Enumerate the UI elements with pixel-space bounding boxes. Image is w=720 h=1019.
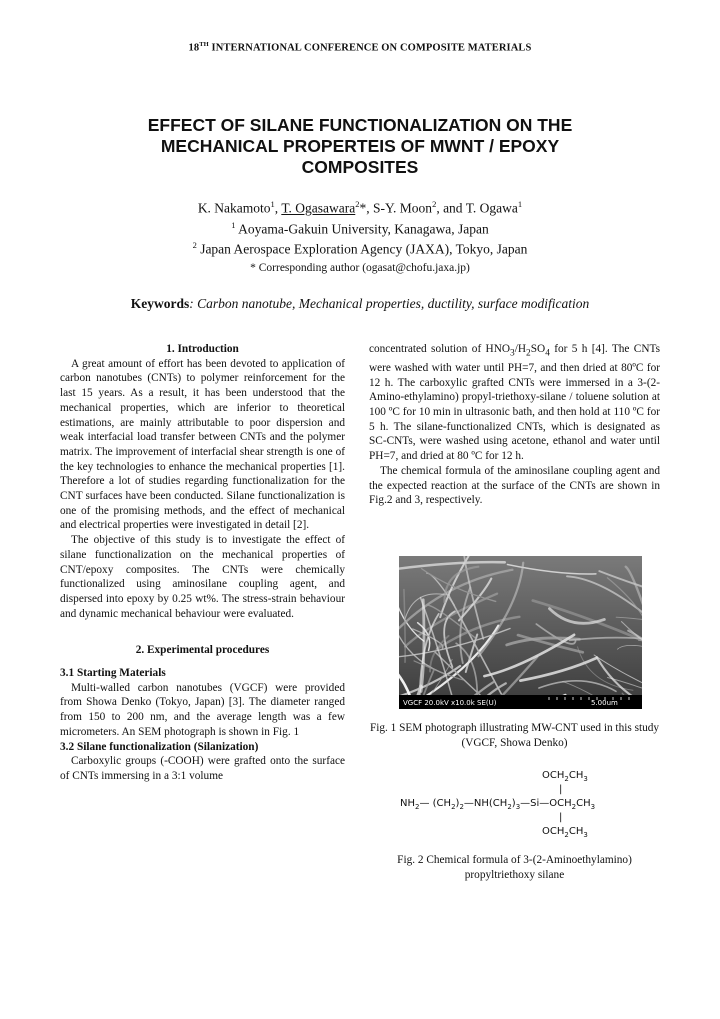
affiliation-2: $^2$ Japan Aerospace Exploration Agency (JAXA), Tokyo, Japan <box>192 240 528 257</box>
formula-top-group: $OCH_2CH_3$ <box>542 770 588 783</box>
sem-scale-label: 5.00um <box>591 699 618 707</box>
title-line-3: COMPOSITES <box>301 157 419 177</box>
sem-info-label: VGCF 20.0kV x10.0k SE(U) <box>403 699 497 707</box>
affiliation-1: $^1$ Aoyama-Gakuin University, Kanagawa, Japan <box>231 219 489 236</box>
figure-2-caption: Fig. 2 Chemical formula of 3-(2-Aminoethylamino) propyltriethoxy silane <box>397 854 632 881</box>
keywords <box>0 296 720 312</box>
intro-paragraph-2: The objective of this study is to investigate the effect of silane functionalization on the mechanical properties of CNT/epoxy composites. The CNTs were chemically functionalized using aminosilane coupling agent, and dispersed into epoxy by 0.25 wt%. The stress-strain behaviour and dynamic mechanical behaviour were evaluated. <box>60 534 345 620</box>
formula-bottom-group: $OCH_2CH_3$ <box>542 826 588 839</box>
section-heading-experimental: 2. Experimental procedures <box>135 644 270 657</box>
corresponding-author: T. Ogasawara <box>281 200 356 216</box>
author-list: K. Nakamoto$^1$, T. Ogasawara$^2$*, S-Y. Moon$^2$, and T. Ogawa$^1$ <box>197 199 523 216</box>
corresponding-email: * Corresponding author (ogasat@chofu.jaxa.jp) <box>250 262 470 274</box>
silanization-paragraph: Carboxylic groups (-COOH) were grafted onto the surface of CNTs immersing in a 3:1 volume <box>60 755 345 782</box>
materials-paragraph: Multi-walled carbon nanotubes (VGCF) were provided from Showa Denko (Tokyo, Japan) [3]. The diameter ranged from 150 to 200 nm, and the average length was a few micrometers. An SEM photograph is shown in Fig. 1 <box>60 681 345 738</box>
formula-main-chain: $NH_2—$ $(CH_2)_2—NH(CH_2)_3—Si—OCH_2CH_3$ <box>400 798 596 811</box>
section-heading-introduction: 1. Introduction <box>166 343 239 355</box>
formula-bond-bottom: | <box>559 812 563 823</box>
sem-image-graphic <box>399 556 642 709</box>
figure-1-caption: Fig. 1 SEM photograph illustrating MW-CNT used in this study (VGCF, Showa Denko) <box>369 722 660 749</box>
formula-bond-top: | <box>559 784 563 795</box>
silanization-paragraph-continued: concentrated solution of $HNO_3/H_2SO_4$ for 5 h [4]. The CNTs were washed with water until PH=7, and then dried at 80ºC for 12 h. The carboxylic grafted CNTs were immersed in a 3-(2-Amino-ethylamino) propyl-triethoxy-silane / toluene solution at 100 ºC for 10 min in ultrasonic bath, and then hold at 110 ºC for 5 h. The silane-functionalized CNTs, which is designated as SC-CNTs, were washed using acetone, ethanol and water until PH=7, and dried at 80 ºC for 12 h. <box>369 343 660 463</box>
paper-title <box>110 115 610 178</box>
chemical-formula-paragraph: The chemical formula of the aminosilane coupling agent and the expected reaction at the surface of the CNTs are shown in Fig.2 and 3, respectively. <box>369 464 660 507</box>
subsection-heading-3-1: 3.1 Starting Materials <box>60 667 166 680</box>
sem-photograph <box>399 556 642 709</box>
title-line-2: MECHANICAL PROPERTEIS OF MWNT / EPOXY <box>160 136 560 156</box>
title-line-1: EFFECT OF SILANE FUNCTIONALIZATION ON THE <box>147 115 573 135</box>
left-column <box>60 342 345 784</box>
keywords-text: : Carbon nanotube, Mechanical properties, ductility, surface modification <box>189 296 590 311</box>
right-column <box>369 342 660 508</box>
author-block <box>0 196 720 258</box>
intro-paragraph-1: A great amount of effort has been devoted to application of carbon nanotubes (CNTs) to polymer reinforcement for the last 15 years. As a result, it has been understood that the mechanical properties, which are inferior to theoretical estimations, are mainly attributable to poor dispersion and weak interfacial load transfer between CNTs and the polymer matrix. The improvement of interfacial shear strength is one of the key technologies to enhance the mechanical properties [1]. Therefore a lot of studies regarding functionalization for the CNT surfaces have been conducted. Silane functionalization is one of the promising methods, and the effect of mechanical and electrical properties were investigated in detail [2]. <box>60 357 345 532</box>
conference-header: 18TH INTERNATIONAL CONFERENCE ON COMPOSITE MATERIALS <box>188 41 532 54</box>
subsection-heading-3-2: 3.2 Silane functionalization (Silanization) <box>60 740 259 753</box>
keywords-label: Keywords <box>130 296 190 311</box>
